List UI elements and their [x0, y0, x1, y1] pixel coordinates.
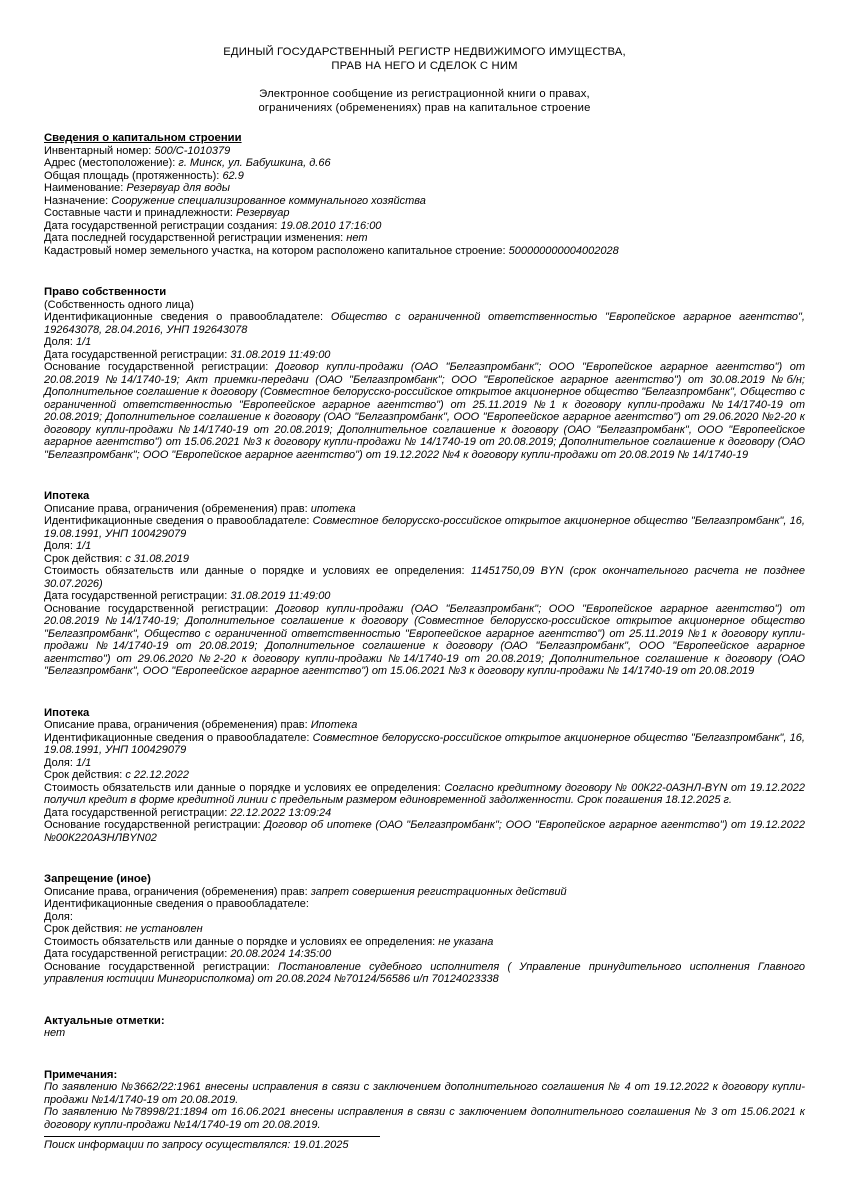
section-title: Право собственности — [44, 286, 167, 298]
field-line — [44, 807, 805, 820]
field-label: Адрес (местоположение): — [44, 157, 176, 169]
field-value: Совместное белорусско-российское открытое акционерное общество "Белгазпромбанк", 16, 19.08.1991, УНП 100429079 — [44, 731, 805, 756]
field-value: 31.08.2019 11:49:00 — [230, 590, 331, 602]
field-line — [44, 220, 805, 233]
field-value: с 22.12.2022 — [125, 769, 189, 781]
field-line — [44, 603, 805, 678]
field-line — [44, 886, 805, 899]
field-value: 19.08.2010 17:16:00 — [280, 219, 382, 232]
note-paragraph: По заявлению №3662/22:1961 внесены исправления в связи с заключением дополнительного соглашения № 4 от 19.12.2022 к договору купли-продажи №14/1740-19 от 20.08.2019. — [44, 1081, 805, 1106]
document-subtitle — [44, 87, 805, 115]
document-subtitle-line2: ограничениях (обременениях) прав на капитальное строение — [258, 102, 591, 114]
field-label: Доля: — [44, 910, 73, 923]
section-title: Запрещение (иное) — [44, 873, 151, 885]
field-line — [44, 590, 805, 603]
section-prohibition — [44, 873, 805, 986]
field-label: Срок действия: — [44, 552, 123, 565]
field-value: 1/1 — [75, 336, 92, 348]
field-label: Доля: — [44, 756, 73, 769]
field-label: Описание права, ограничения (обременения) прав: — [44, 502, 308, 515]
field-line — [44, 898, 805, 911]
field-line — [44, 948, 805, 961]
section-subtitle: (Собственность одного лица) — [44, 298, 194, 311]
field-label: Основание государственной регистрации: — [44, 960, 270, 973]
field-label: Дата государственной регистрации: — [44, 806, 228, 819]
field-value: 500000000004002028 — [508, 244, 619, 257]
field-label: Идентификационные сведения о правообладателе: — [44, 515, 310, 527]
field-value: 1/1 — [75, 756, 92, 769]
search-info-note: Поиск информации по запросу осуществлялся: 19.01.2025 — [44, 1139, 349, 1151]
field-label: Кадастровый номер земельного участка, на котором расположено капитальное строение: — [44, 244, 506, 257]
field-value: Общество с ограниченной ответственностью "Европейское аграрное агентство", 192643078, 28.04.2016, УНП 192643078 — [44, 311, 805, 336]
field-value: 500/С-1010379 — [154, 144, 231, 157]
field-line — [44, 361, 805, 461]
field-label: Доля: — [44, 540, 73, 552]
field-label: Дата государственной регистрации: — [44, 948, 228, 960]
field-line — [44, 232, 805, 245]
field-line — [44, 719, 805, 732]
field-value: Резервуар — [235, 207, 290, 219]
field-label: Общая площадь (протяженность): — [44, 169, 220, 182]
field-value: 62.9 — [222, 169, 244, 182]
section-notes — [44, 1069, 805, 1132]
section-actual-marks — [44, 1015, 805, 1040]
field-line — [44, 923, 805, 936]
field-value: Договор об ипотеке (ОАО "Белгазпромбанк"; ООО "Европейское аграрное агентство") от 19.12.2022 №00К220АЗНЛBYN02 — [44, 819, 806, 844]
field-value: Резервуар для воды — [126, 182, 230, 194]
field-value: с 31.08.2019 — [125, 552, 189, 565]
field-line — [44, 157, 805, 170]
field-label: Дата последней государственной регистрации изменения: — [44, 232, 344, 244]
field-line — [44, 769, 805, 782]
field-line — [44, 565, 805, 590]
section-capital-structure — [44, 132, 805, 257]
field-value: 1/1 — [75, 540, 92, 552]
field-line — [44, 782, 805, 807]
field-value: Согласно кредитному договору № 00К22-0АЗНЛ-BYN от 19.12.2022 получил кредит в форме кредитной линии с предельным размером единовременной задолженности. Срок погашения 18.12.2025 г. — [44, 781, 805, 806]
field-line — [44, 145, 805, 158]
field-label: Описание права, ограничения (обременения) прав: — [44, 885, 308, 898]
field-value: Договор купли-продажи (ОАО "Белгазпромбанк"; ООО "Европейское аграрное агентство") от 20.08.2019 №14/1740-19; Акт приемки-передачи (ОАО "Белгазпромбанк"; ООО "Европейское аграрное агентство") от 30.08.2019 №б/н; Дополнительное соглашение к договору (Совместное белорусско-российское открытое акционерное общество "Белгазпромбанк", Общество с ограниченной ответственностью "Европеейское аграрное агентство") от 25.11.2019 №1 к договору купли-продажи №14/1740-19 от 20.08.2019; Дополнительное соглашение к договору (ОАО "Белгазпромбанк", ООО "Европеейское аграрное агентство") от 29.06.2020 №2-20 к договору купли-продажи №14/1740-19 от 20.08.2019; Дополнительное соглашение к договору (ОАО "Белгазпромбанк", ООО "Европеейское аграрное агентство") от 15.06.2021 №3 к договору купли-продажи № 14/1740-19 от 20.08.2019; Дополнительное соглашение к договору (ОАО "Белгазпромбанк"; ООО "Европейское аграрное агентство") от 19.12.2022 №4 к договору купли-продажи от 20.08.2019 № 14/1740-19 — [44, 361, 806, 461]
field-line — [44, 170, 805, 183]
field-value: 11451750,09 BYN (срок окончательного расчета не позднее 30.07.2026) — [44, 565, 806, 590]
document-title-line2: ПРАВ НА НЕГО И СДЕЛОК С НИМ — [331, 60, 518, 72]
field-value: не указана — [438, 935, 494, 948]
section-title: Ипотека — [44, 490, 90, 502]
field-label: Дата государственной регистрации создания: — [44, 219, 278, 232]
note-paragraph: По заявлению №78998/21:1894 от 16.06.2021 внесены исправления в связи с заключением дополнительного соглашения № 3 от 15.06.2021 к договору купли-продажи №14/1740-19 от 20.08.2019. — [44, 1106, 805, 1131]
field-label: Дата государственной регистрации: — [44, 348, 228, 361]
document-subtitle-line1: Электронное сообщение из регистрационной книги о правах, — [259, 88, 590, 100]
field-value: Ипотека — [310, 719, 358, 731]
field-label: Назначение: — [44, 194, 109, 207]
field-line — [44, 182, 805, 195]
field-label: Инвентарный номер: — [44, 144, 152, 157]
field-line — [44, 936, 805, 949]
field-label: Дата государственной регистрации: — [44, 590, 228, 602]
section-mortgage-1 — [44, 490, 805, 678]
field-label: Срок действия: — [44, 923, 123, 935]
section-title: Примечания: — [44, 1068, 118, 1081]
field-label: Идентификационные сведения о правообладателе: — [44, 731, 310, 744]
section-title: Ипотека — [44, 706, 90, 719]
field-value: Договор купли-продажи (ОАО "Белгазпромбанк"; ООО "Европейское аграрное агентство") от 20.08.2019 №14/1740-19; Дополнительное соглашение к договору (Совместное белорусско-российское открытое акционерное общество "Белгазпромбанк", Общество с ограниченной ответственностью "Европеейское аграрное агентство") от 25.11.2019 №1 к договору купли-продажи №14/1740-19 от 20.08.2019; Дополнительное соглашение к договору (ОАО "Белгазпромбанк", ООО "Европеейское аграрное агентство") от 29.06.2020 №2-20 к договору купли-продажи №14/1740-19 от 20.08.2019; Дополнительное соглашение к договору (ОАО "Белгазпромбанк", ООО "Европеейское аграрное агентство") от 15.06.2021 №3 к договору купли-продажи № 14/1740-19 от 20.08.2019 — [44, 602, 806, 677]
field-line — [44, 336, 805, 349]
field-line — [44, 732, 805, 757]
field-label: Стоимость обязательств или данные о порядке и условиях ее определения: — [44, 781, 441, 794]
signature-rule — [44, 1136, 380, 1137]
field-line — [44, 503, 805, 516]
field-label: Стоимость обязательств или данные о порядке и условиях ее определения: — [44, 935, 436, 948]
field-line — [44, 961, 805, 986]
field-value: нет — [346, 232, 368, 244]
field-line — [44, 757, 805, 770]
field-label: Основание государственной регистрации: — [44, 602, 269, 615]
field-line — [44, 245, 805, 258]
field-label: Наименование: — [44, 182, 124, 194]
field-line — [44, 819, 805, 844]
field-label: Стоимость обязательств или данные о порядке и условиях ее определения: — [44, 565, 465, 577]
field-value: г. Минск, ул. Бабушкина, д.66 — [178, 157, 331, 169]
document-footer — [44, 1136, 805, 1152]
section-mortgage-2 — [44, 707, 805, 845]
field-line — [44, 515, 805, 540]
field-label: Основание государственной регистрации: — [44, 361, 269, 373]
document-header — [44, 45, 805, 115]
section-ownership — [44, 286, 805, 461]
field-label: Идентификационные сведения о правообладателе: — [44, 898, 309, 910]
sections-container — [44, 132, 805, 1131]
field-value: запрет совершения регистрационных действий — [310, 885, 567, 898]
field-label: Идентификационные сведения о правообладателе: — [44, 311, 324, 323]
field-line — [44, 195, 805, 208]
field-value: Совместное белорусско-российское открытое акционерное общество "Белгазпромбанк", 16, 19.08.1991, УНП 100429079 — [44, 515, 805, 540]
field-line — [44, 207, 805, 220]
field-line — [44, 911, 805, 924]
field-value: 31.08.2019 11:49:00 — [230, 348, 331, 361]
field-label: Описание права, ограничения (обременения) прав: — [44, 719, 308, 731]
field-line — [44, 349, 805, 362]
field-value: не установлен — [125, 923, 203, 935]
section-title: Актуальные отметки: — [44, 1014, 165, 1027]
field-value: Сооружение специализированное коммунального хозяйства — [111, 194, 426, 207]
field-value: 20.08.2024 14:35:00 — [230, 948, 332, 960]
document-title-line1: ЕДИНЫЙ ГОСУДАРСТВЕННЫЙ РЕГИСТР НЕДВИЖИМОГО ИМУЩЕСТВА, — [223, 46, 626, 58]
field-label: Срок действия: — [44, 769, 123, 781]
section-title: Сведения о капитальном строении — [44, 132, 242, 144]
field-label: Основание государственной регистрации: — [44, 819, 261, 831]
note-paragraph: нет — [44, 1027, 66, 1039]
field-value: 22.12.2022 13:09:24 — [230, 806, 332, 819]
field-line — [44, 311, 805, 336]
field-value: ипотека — [310, 502, 356, 515]
document-title — [44, 45, 805, 73]
field-line — [44, 540, 805, 553]
field-value: Постановление судебного исполнителя ( Управление принудительного исполнения Главного управления юстиции Мингорисполкома) от 20.08.2024 №70124/56586 и/п 70124023338 — [44, 960, 805, 985]
field-label: Составные части и принадлежности: — [44, 207, 233, 219]
field-label: Доля: — [44, 336, 73, 348]
field-line — [44, 553, 805, 566]
